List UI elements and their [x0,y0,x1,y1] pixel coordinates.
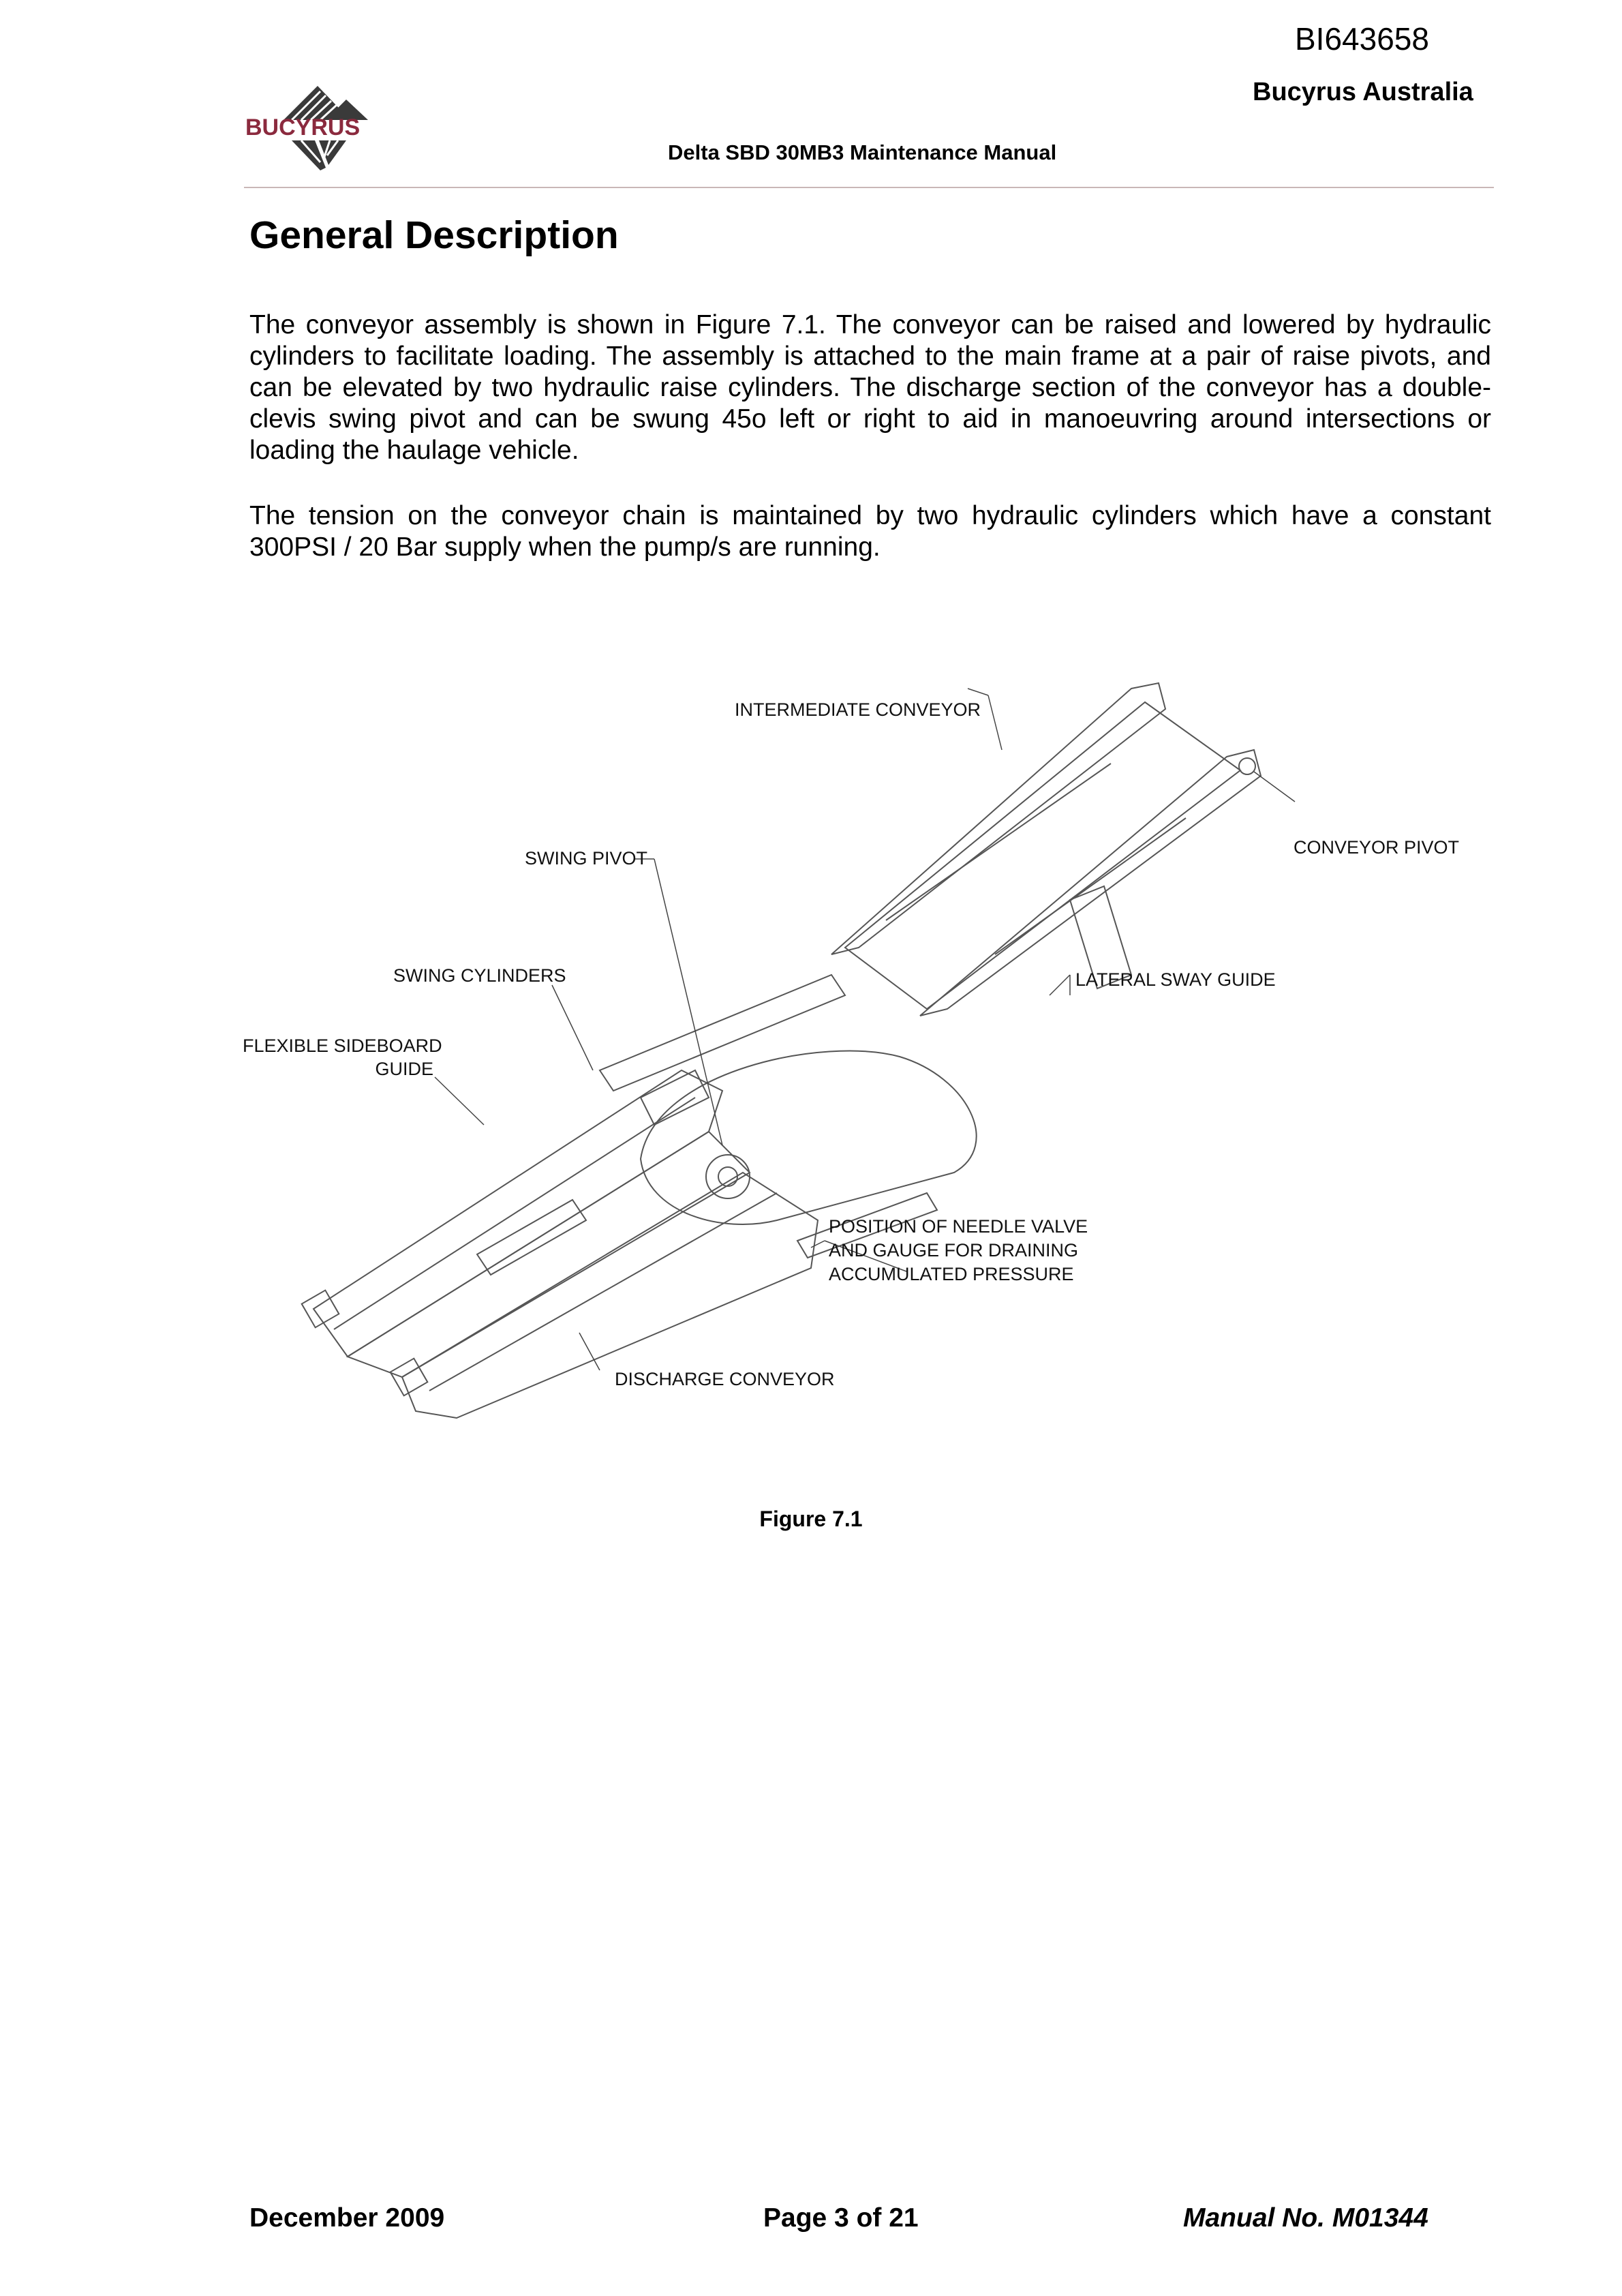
label-flexible-sideboard-guide-2: GUIDE [375,1059,433,1079]
header-divider [244,187,1494,188]
label-conveyor-pivot: CONVEYOR PIVOT [1294,837,1460,858]
label-flexible-sideboard-guide: FLEXIBLE SIDEBOARD [243,1036,442,1056]
conveyor-drawing [302,683,1261,1418]
label-needle-valve-2: AND GAUGE FOR DRAINING [829,1240,1079,1260]
section-heading: General Description [249,213,619,257]
label-swing-pivot: SWING PIVOT [525,848,648,868]
paragraph-chain-tension: The tension on the conveyor chain is maintained by two hydraulic cylinders which have a constant 300PSI / 20 Bar supply when the pump/s are running. [249,501,1491,562]
label-needle-valve: POSITION OF NEEDLE VALVE [829,1216,1088,1237]
manual-title: Delta SBD 30MB3 Maintenance Manual [668,140,1057,164]
company-name: Bucyrus Australia [1253,78,1473,106]
label-discharge-conveyor: DISCHARGE CONVEYOR [615,1369,835,1389]
document-id: BI643658 [1295,21,1429,57]
footer-page-number: Page 3 of 21 [763,2203,919,2233]
conveyor-assembly-figure [232,654,1527,1472]
label-swing-cylinders: SWING CYLINDERS [393,965,566,986]
footer-date: December 2009 [249,2203,445,2233]
label-needle-valve-3: ACCUMULATED PRESSURE [829,1264,1074,1284]
paragraph-conveyor-assembly: The conveyor assembly is shown in Figure 7.1. The conveyor can be raised and lowered by hydraulic cylinders to facilitate loading. The assembly is attached to the main frame at a pair of raise pivots, and can be elevated by two hydraulic raise cylinders. The discharge section of the conveyor has a double-clevis swing pivot and can be swung 45o left or right to aid in manoeuvring around intersections or loading the haulage vehicle. [249,310,1491,465]
logo-text: BUCYRUS [245,115,361,140]
bucyrus-logo [244,80,401,179]
label-lateral-sway-guide: LATERAL SWAY GUIDE [1075,969,1276,990]
label-intermediate-conveyor: INTERMEDIATE CONVEYOR [735,699,981,720]
footer-manual-number: Manual No. M01344 [1183,2203,1428,2233]
figure-caption: Figure 7.1 [759,1507,863,1531]
